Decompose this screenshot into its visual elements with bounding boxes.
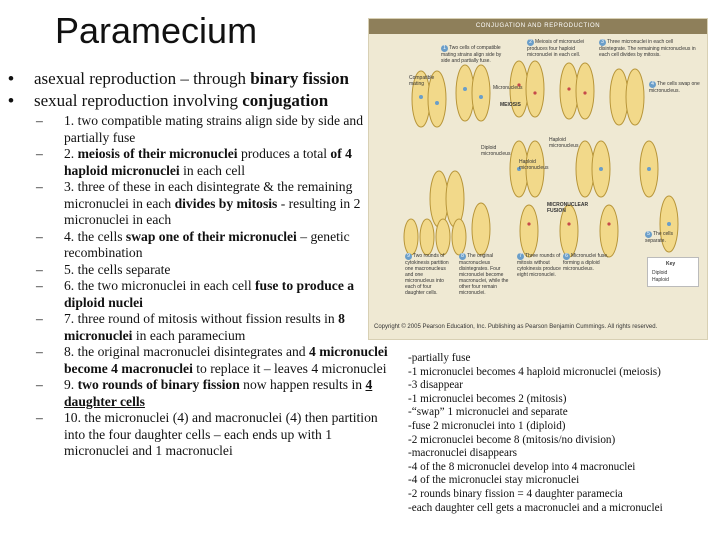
sub-bullet-text: 6. the two micronuclei in each cell fuse to produce a diploid nuclei <box>64 278 355 310</box>
label-step8: 8 The original macronucleus disintegrates. Four micronuclei become macronuclei, while the other four remain micronuclei. <box>459 253 509 296</box>
label-step9: 9 Two rounds of cytokinesis partition one macronucleus and one micronucleus into each of four daughter cells. <box>405 253 449 296</box>
sub-bullet-text: 1. two compatible mating strains align side by side and partially fuse <box>64 113 364 145</box>
note-line: -1 micronuclei becomes 2 (mitosis) <box>408 392 567 405</box>
step-number-8: 8 <box>459 253 466 260</box>
paired-cells-middle <box>430 141 610 227</box>
sub-bullet-text: 7. three round of mitosis without fission results in 8 micronuclei in each paramecium <box>64 311 345 343</box>
bullet-text: asexual reproduction – through binary fission <box>34 69 349 88</box>
note-line: -4 of the 8 micronuclei develop into 4 macronuclei <box>408 460 636 473</box>
note-line: -1 micronuclei becomes 4 haploid micronuclei (meiosis) <box>408 365 661 378</box>
note-line: -3 disappear <box>408 379 463 392</box>
sub-bullet-item <box>36 278 391 311</box>
paired-cells-top <box>412 61 644 127</box>
label-diploid: Diploid micronucleus <box>481 145 511 157</box>
sub-bullet-text: 10. the micronuclei (4) and macronuclei (4) then partition into the four daughter cells – each ends up with 1 micronuclei and 1 macronuclei <box>64 410 378 458</box>
note-line: -“swap” 1 micronuclei and separate <box>408 406 568 419</box>
note-line: -each daughter cell gets a macronuclei and a micronuclei <box>408 501 663 514</box>
sub-bullet-text: 9. two rounds of binary fission now happen results in 4 daughter cells <box>64 377 373 409</box>
step-number-6: 6 <box>563 253 570 260</box>
label-step6: 6 Micronuclei fuse, forming a diploid micronucleus. <box>563 253 609 272</box>
sub-bullet-item <box>36 229 391 262</box>
sub-bullet-text: 3. three of these in each disintegrate & the remaining micronuclei in each divides by mitosis - resulting in 2 micronuclei in each <box>64 179 361 227</box>
bullet-marker: • <box>8 69 14 88</box>
sub-bullet-text: 2. meiosis of their micronuclei produces a total of 4 haploid micronuclei in each cell <box>64 146 352 178</box>
step-number-9: 9 <box>405 253 412 260</box>
note-line: -fuse 2 micronuclei into 1 (diploid) <box>408 419 566 432</box>
sub-bullet-item <box>36 410 391 460</box>
figure-credit: Copyright © 2005 Pearson Education, Inc. Publishing as Pearson Benjamin Cummings. All rights reserved. <box>374 324 658 330</box>
dash-marker: – <box>36 179 43 194</box>
slide-title: Paramecium <box>55 10 258 51</box>
note-line: -4 of the micronuclei stay micronuclei <box>408 474 580 487</box>
sub-bullet-item <box>36 344 391 377</box>
dash-marker: – <box>36 311 43 326</box>
step-number-5: 5 <box>645 231 652 238</box>
label-step1: 1 Two cells of compatible mating strains align side by side and partially fuse. <box>441 45 502 64</box>
bullet-text: sexual reproduction involving conjugation <box>34 91 329 110</box>
sub-bullet-text: 8. the original macronuclei disintegrates and 4 micronuclei become 4 macronuclei to replace it – leaves 4 micronuclei <box>64 344 388 376</box>
step-number-7: 7 <box>517 253 524 260</box>
figure-header: CONJUGATION AND REPRODUCTION <box>369 19 707 34</box>
note-line: -partially fuse <box>408 352 471 364</box>
key-diploid: Diploid <box>652 270 668 276</box>
dash-marker: – <box>36 261 43 277</box>
bullet-marker: • <box>8 91 14 110</box>
label-step5: 5 The cells separate. <box>645 231 674 244</box>
label-haploid-1: Haploid micronucleus <box>549 137 579 149</box>
label-haploid-2: Haploid micronucleus <box>519 159 549 171</box>
dash-marker: – <box>36 113 43 128</box>
sub-bullet-text: 5. the cells separate <box>64 261 171 277</box>
sub-bullet-item <box>36 377 391 410</box>
sub-bullet-item <box>36 311 391 344</box>
step-number-1: 1 <box>441 45 448 52</box>
sub-bullet-item <box>36 113 391 146</box>
bullet-item <box>8 90 388 111</box>
dash-marker: – <box>36 228 43 244</box>
step-number-3: 3 <box>599 39 606 46</box>
note-line: -macronuclei disappears <box>408 447 518 460</box>
dash-marker: – <box>36 146 43 161</box>
label-step2: 2 Meiosis of micronuclei produces four haploid micronuclei in each cell. <box>527 39 585 58</box>
bullet-item <box>8 68 388 89</box>
dash-marker: – <box>36 377 43 392</box>
step-number-4: 4 <box>649 81 656 88</box>
label-fusion: MICRONUCLEAR FUSION <box>547 202 589 214</box>
label-compatible: Compatible mating <box>409 75 435 87</box>
dash-marker: – <box>36 410 43 425</box>
key-title: Key <box>666 261 676 267</box>
notes-list <box>408 352 713 515</box>
dash-marker: – <box>36 278 43 293</box>
label-meiosis: MEIOSIS <box>500 102 521 108</box>
label-micronucleus: Micronucleus <box>493 85 523 91</box>
label-step3: 3 Three micronuclei in each cell disintegrate. The remaining micronucleus in each cell divides by mitosis. <box>599 39 696 58</box>
figure-key <box>647 257 699 287</box>
label-step4: 4 The cells swap one micronucleus. <box>649 81 700 94</box>
note-line: -2 micronuclei become 8 (mitosis/no division) <box>408 433 616 446</box>
sub-bullet-item <box>36 146 391 179</box>
key-haploid: Haploid <box>652 277 669 283</box>
step-number-2: 2 <box>527 39 534 46</box>
sub-bullet-text: 4. the cells swap one of their micronuclei – genetic recombination <box>64 228 350 260</box>
sub-bullet-item <box>36 262 391 279</box>
main-bullets <box>8 68 388 112</box>
note-line: -2 rounds binary fission = 4 daughter paramecia <box>408 487 623 500</box>
sub-bullet-item <box>36 179 391 229</box>
conjugation-figure <box>368 18 708 340</box>
dash-marker: – <box>36 344 43 359</box>
sub-bullets <box>36 113 391 460</box>
label-step7: 7 Three rounds of mitosis without cytokinesis produce eight micronuclei. <box>517 253 561 278</box>
